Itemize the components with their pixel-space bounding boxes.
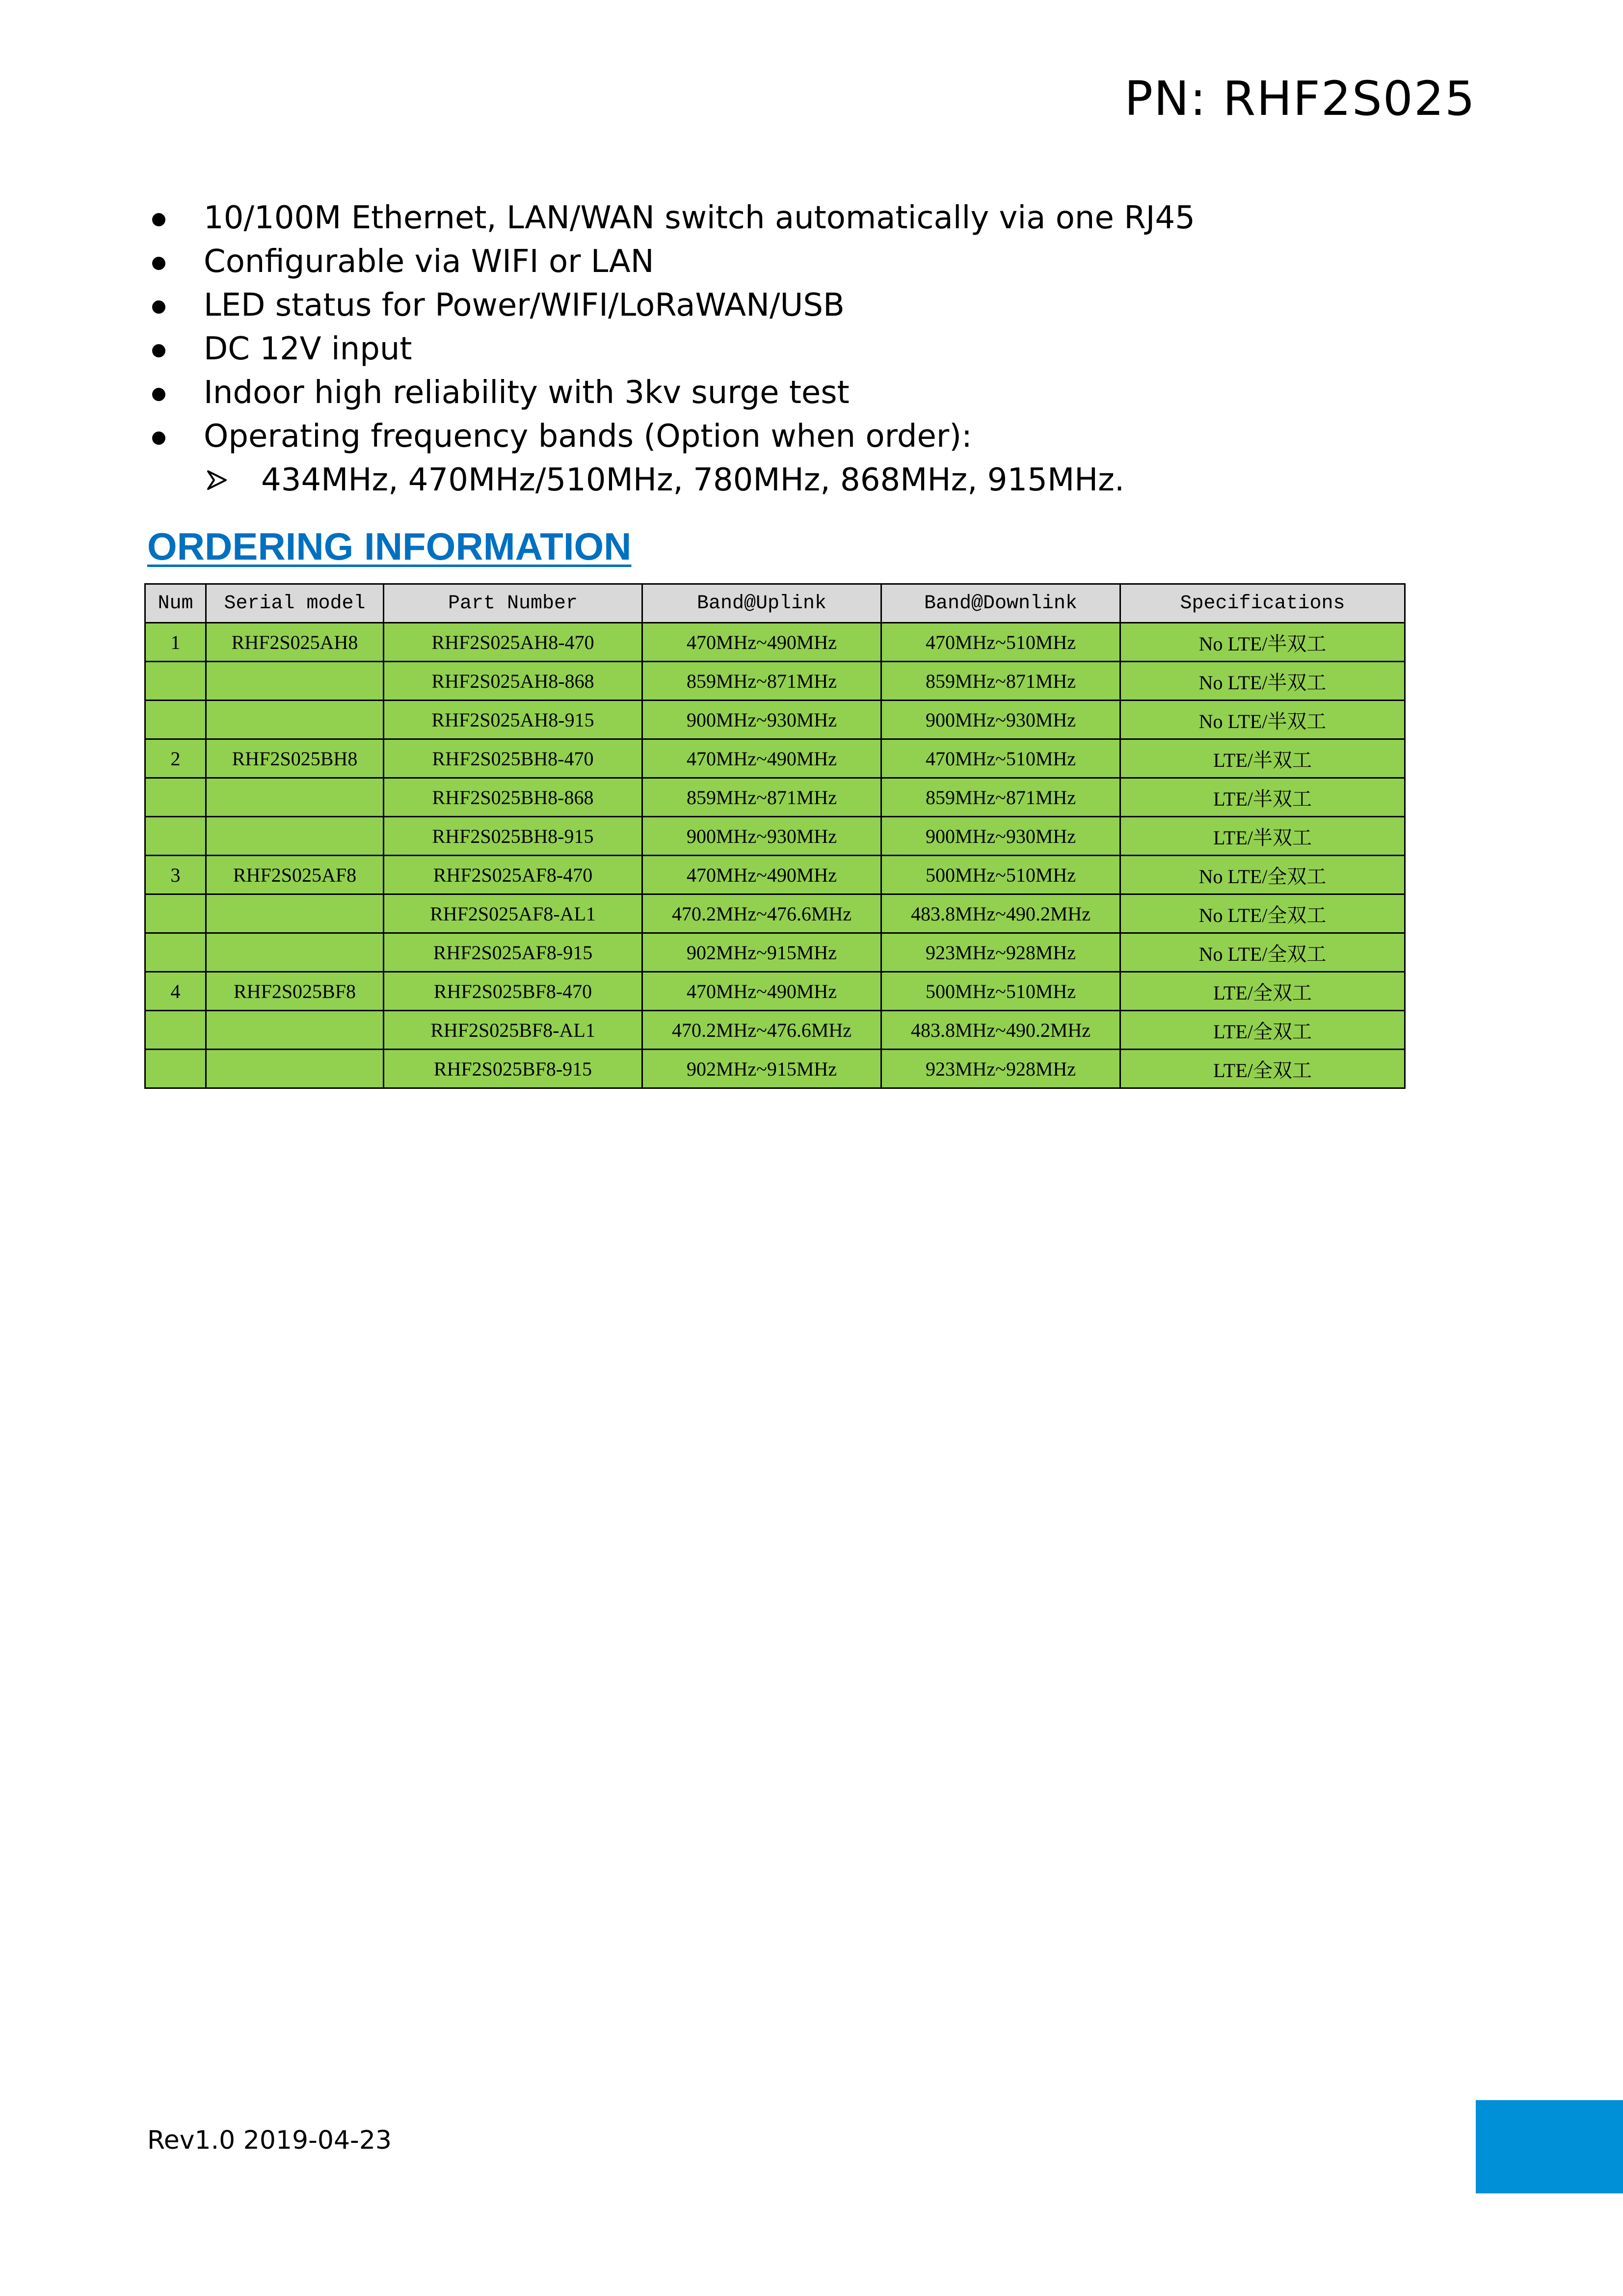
cell-serial-model [206, 1011, 384, 1050]
cell-specifications: No LTE/全双工 [1120, 933, 1405, 972]
feature-text: Operating frequency bands (Option when order): [204, 418, 972, 455]
cell-serial-model [206, 933, 384, 972]
cell-band-uplink: 902MHz~915MHz [642, 1050, 881, 1088]
cell-band-uplink: 859MHz~871MHz [642, 662, 881, 701]
column-header-band-uplink: Band@Uplink [642, 584, 881, 623]
corner-accent-block [1476, 2100, 1623, 2193]
cell-part-number: RHF2S025AH8-868 [384, 662, 642, 701]
cell-serial-model: RHF2S025BH8 [206, 739, 384, 778]
cell-num: 4 [145, 972, 206, 1011]
feature-text: LED status for Power/WIFI/LoRaWAN/USB [204, 287, 845, 324]
table-row [145, 856, 1405, 894]
cell-specifications: LTE/全双工 [1120, 1050, 1405, 1088]
feature-item [147, 371, 1195, 415]
cell-band-downlink: 900MHz~930MHz [881, 701, 1120, 739]
bullet-icon [152, 432, 165, 445]
cell-specifications: LTE/半双工 [1120, 778, 1405, 817]
cell-band-downlink: 900MHz~930MHz [881, 817, 1120, 856]
revision-footer: Rev1.0 2019-04-23 [147, 2126, 392, 2155]
feature-item [147, 327, 1195, 371]
table-row [145, 739, 1405, 778]
cell-specifications: LTE/全双工 [1120, 1011, 1405, 1050]
cell-band-uplink: 902MHz~915MHz [642, 933, 881, 972]
arrow-bullet-icon [206, 469, 228, 491]
column-header-num: Num [145, 584, 206, 623]
table-row [145, 972, 1405, 1011]
cell-band-downlink: 923MHz~928MHz [881, 1050, 1120, 1088]
bullet-icon [152, 344, 165, 357]
column-header-specifications: Specifications [1120, 584, 1405, 623]
table-row [145, 817, 1405, 856]
cell-serial-model: RHF2S025BF8 [206, 972, 384, 1011]
cell-serial-model [206, 778, 384, 817]
cell-specifications: LTE/半双工 [1120, 739, 1405, 778]
bullet-icon [152, 213, 165, 226]
cell-num: 3 [145, 856, 206, 894]
cell-num [145, 933, 206, 972]
frequency-bands-text: 434MHz, 470MHz/510MHz, 780MHz, 868MHz, 915MHz. [261, 462, 1125, 498]
cell-part-number: RHF2S025AF8-AL1 [384, 894, 642, 933]
cell-serial-model [206, 662, 384, 701]
cell-band-downlink: 500MHz~510MHz [881, 856, 1120, 894]
table-row [145, 701, 1405, 739]
ordering-information-heading: ORDERING INFORMATION [147, 525, 632, 568]
cell-band-downlink: 470MHz~510MHz [881, 739, 1120, 778]
feature-text: DC 12V input [204, 331, 412, 367]
cell-band-downlink: 859MHz~871MHz [881, 662, 1120, 701]
cell-band-uplink: 470MHz~490MHz [642, 856, 881, 894]
table-row [145, 623, 1405, 662]
bullet-icon [152, 300, 165, 314]
cell-band-downlink: 470MHz~510MHz [881, 623, 1120, 662]
cell-specifications: LTE/半双工 [1120, 817, 1405, 856]
cell-band-uplink: 470MHz~490MHz [642, 739, 881, 778]
cell-num [145, 778, 206, 817]
cell-num [145, 701, 206, 739]
cell-num: 1 [145, 623, 206, 662]
cell-num [145, 662, 206, 701]
cell-band-downlink: 500MHz~510MHz [881, 972, 1120, 1011]
feature-text: Configurable via WIFI or LAN [204, 243, 654, 280]
table-row [145, 778, 1405, 817]
bullet-icon [152, 257, 165, 270]
column-header-serial-model: Serial model [206, 584, 384, 623]
cell-part-number: RHF2S025BH8-868 [384, 778, 642, 817]
cell-band-uplink: 470MHz~490MHz [642, 623, 881, 662]
cell-part-number: RHF2S025AF8-915 [384, 933, 642, 972]
cell-part-number: RHF2S025AF8-470 [384, 856, 642, 894]
cell-part-number: RHF2S025AH8-915 [384, 701, 642, 739]
table-row [145, 662, 1405, 701]
cell-part-number: RHF2S025AH8-470 [384, 623, 642, 662]
feature-item [147, 240, 1195, 284]
table-row [145, 1011, 1405, 1050]
table-row [145, 894, 1405, 933]
cell-num [145, 1050, 206, 1088]
column-header-part-number: Part Number [384, 584, 642, 623]
cell-band-uplink: 900MHz~930MHz [642, 817, 881, 856]
cell-part-number: RHF2S025BH8-915 [384, 817, 642, 856]
feature-text: 10/100M Ethernet, LAN/WAN switch automatically via one RJ45 [204, 200, 1195, 236]
cell-band-uplink: 859MHz~871MHz [642, 778, 881, 817]
frequency-bands-item [147, 459, 1195, 502]
column-header-band-downlink: Band@Downlink [881, 584, 1120, 623]
cell-band-uplink: 900MHz~930MHz [642, 701, 881, 739]
bullet-icon [152, 388, 165, 401]
cell-num: 2 [145, 739, 206, 778]
cell-band-uplink: 470.2MHz~476.6MHz [642, 1011, 881, 1050]
feature-text: Indoor high reliability with 3kv surge test [204, 375, 850, 411]
cell-specifications: No LTE/半双工 [1120, 623, 1405, 662]
cell-band-downlink: 923MHz~928MHz [881, 933, 1120, 972]
cell-specifications: No LTE/半双工 [1120, 701, 1405, 739]
cell-num [145, 817, 206, 856]
cell-serial-model [206, 701, 384, 739]
cell-part-number: RHF2S025BF8-470 [384, 972, 642, 1011]
part-number-header: PN: RHF2S025 [1124, 71, 1476, 126]
feature-item [147, 415, 1195, 459]
cell-band-uplink: 470.2MHz~476.6MHz [642, 894, 881, 933]
feature-list [147, 196, 1195, 502]
cell-specifications: No LTE/半双工 [1120, 662, 1405, 701]
cell-serial-model [206, 894, 384, 933]
table-row [145, 933, 1405, 972]
cell-specifications: No LTE/全双工 [1120, 894, 1405, 933]
cell-band-downlink: 859MHz~871MHz [881, 778, 1120, 817]
cell-serial-model [206, 1050, 384, 1088]
cell-serial-model [206, 817, 384, 856]
cell-serial-model: RHF2S025AF8 [206, 856, 384, 894]
table-row [145, 1050, 1405, 1088]
cell-part-number: RHF2S025BF8-915 [384, 1050, 642, 1088]
cell-part-number: RHF2S025BF8-AL1 [384, 1011, 642, 1050]
table-header-row [145, 584, 1405, 623]
cell-band-downlink: 483.8MHz~490.2MHz [881, 1011, 1120, 1050]
cell-part-number: RHF2S025BH8-470 [384, 739, 642, 778]
feature-item [147, 196, 1195, 240]
cell-num [145, 1011, 206, 1050]
cell-num [145, 894, 206, 933]
cell-band-downlink: 483.8MHz~490.2MHz [881, 894, 1120, 933]
cell-specifications: No LTE/全双工 [1120, 856, 1405, 894]
feature-item [147, 284, 1195, 327]
cell-band-uplink: 470MHz~490MHz [642, 972, 881, 1011]
cell-specifications: LTE/全双工 [1120, 972, 1405, 1011]
ordering-table [144, 583, 1406, 1089]
cell-serial-model: RHF2S025AH8 [206, 623, 384, 662]
